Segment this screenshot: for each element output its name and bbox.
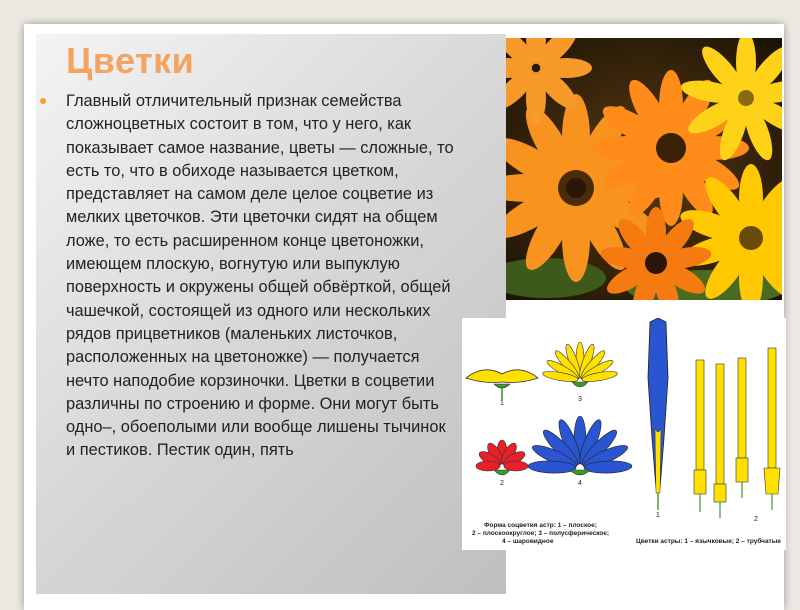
diagram-drawings [462, 318, 786, 550]
diagram-number-1: 1 [500, 400, 504, 407]
diagram-number-4: 4 [578, 480, 582, 487]
diagram-number-2: 2 [500, 480, 504, 487]
inflorescence-diagram [462, 318, 786, 550]
flat-rounded-inflorescence-drawing [476, 440, 528, 475]
diagram-number-floret-1: 1 [656, 512, 660, 519]
caption-inflorescence-form-2: 2 – плоскоокруглое; 3 – полусферическое; [472, 530, 610, 537]
flower-photo-illustration [506, 38, 782, 300]
slide-title: Цветки [66, 40, 195, 81]
caption-floret-types: Цветки астры: 1 – язычковые; 2 – трубчатые [636, 538, 781, 545]
slide-body-text: Главный отличительный признак семейства сложноцветных состоит в том, что у него, как показывает самое название, цветы — сложные, то есть то, что в обиходе называется цветком, представляет на самом деле целое соцветие из мелких цветочков. Эти цветочки сидят на общем ложе, то есть расширенном конце цветоножки, имеющем плоскую, вогнутую или выпуклую поверхность и окружены общей обвёрткой, общей чашечкой, состоящей из одного или нескольких рядов прицветников (маленьких листочков, расположенных на цветоножке) — получается нечто наподобие корзиночки. Цветки в соцветии различны по строению и форме. Они могут быть одно–, обоеполыми или вообще лишены тычинок и пестиков. Пестик один, пять [66, 92, 454, 460]
flat-inflorescence-drawing [466, 370, 538, 400]
diagram-number-floret-2: 2 [754, 516, 758, 523]
caption-inflorescence-form-3: 4 – шаровидное [502, 538, 554, 545]
flower-photo [506, 38, 782, 300]
globular-inflorescence-drawing [528, 416, 632, 475]
ligulate-floret-drawing [648, 318, 668, 510]
caption-inflorescence-form-1: Форма соцветия астр: 1 – плоское; [484, 522, 597, 529]
diagram-number-3: 3 [578, 396, 582, 403]
bullet-dot [40, 98, 46, 104]
tubular-florets-drawing [694, 348, 780, 518]
hemispherical-inflorescence-drawing [542, 342, 618, 387]
